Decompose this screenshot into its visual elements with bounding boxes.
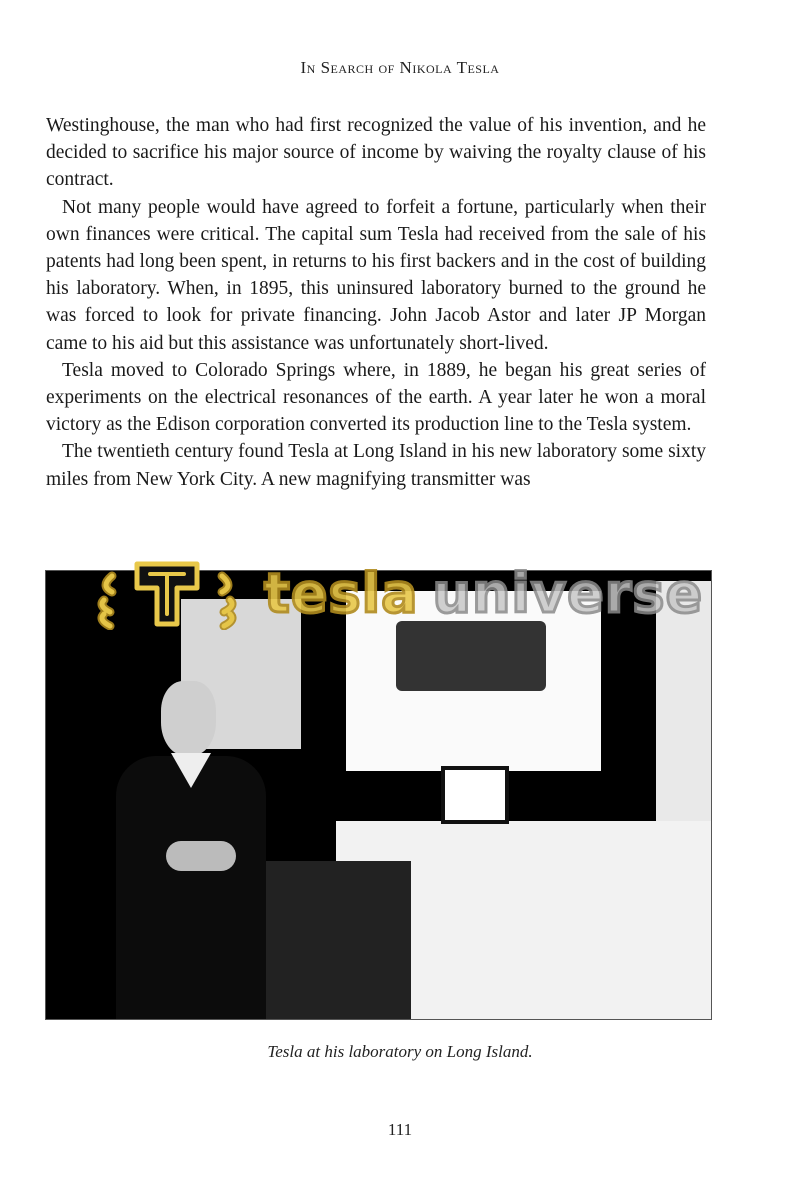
photo-tesla-figure [116,681,266,1020]
paragraph-3: Tesla moved to Colorado Springs where, in 1889, he began his great series of experiments on the electrical resonances of the earth. A year later he won a moral victory as the Edison corporation converted its production line to the Tesla system. [46,359,706,436]
paragraph-2: Not many people would have agreed to forfeit a fortune, particularly when their own finances were critical. The capital sum Tesla had received from the sale of his patents had long been spent, in returns to his first backers and in the cost of building his laboratory. When, in 1895, this uninsured laboratory burned to the ground he was forced to look for private financing. John Jacob Astor and later JP Morgan came to his aid but this assistance was unfortunately short-lived. [46,196,706,354]
photo-desk [261,861,411,1020]
body-text [46,112,706,493]
page-number: 111 [387,1120,413,1139]
laboratory-photo [45,570,712,1020]
watermark-text-universe: universe [432,561,704,625]
tesla-universe-watermark [92,556,703,631]
photo-meter [441,766,509,824]
running-head: In Search of Nikola Tesla [300,58,500,77]
figure-caption: Tesla at his laboratory on Long Island. [267,1042,533,1061]
paragraph-1: Westinghouse, the man who had first recognized the value of his invention, and he decided to sacrifice his major source of income by waiving the royalty clause of his contract. [46,115,706,191]
photo-apparatus [396,621,546,691]
paragraph-4: The twentieth century found Tesla at Long Island in his new laboratory some sixty miles from New York City. A new magnifying transmitter was [46,441,706,490]
tesla-universe-logo-icon [92,558,242,630]
watermark-text-tesla: tesla [264,561,419,625]
